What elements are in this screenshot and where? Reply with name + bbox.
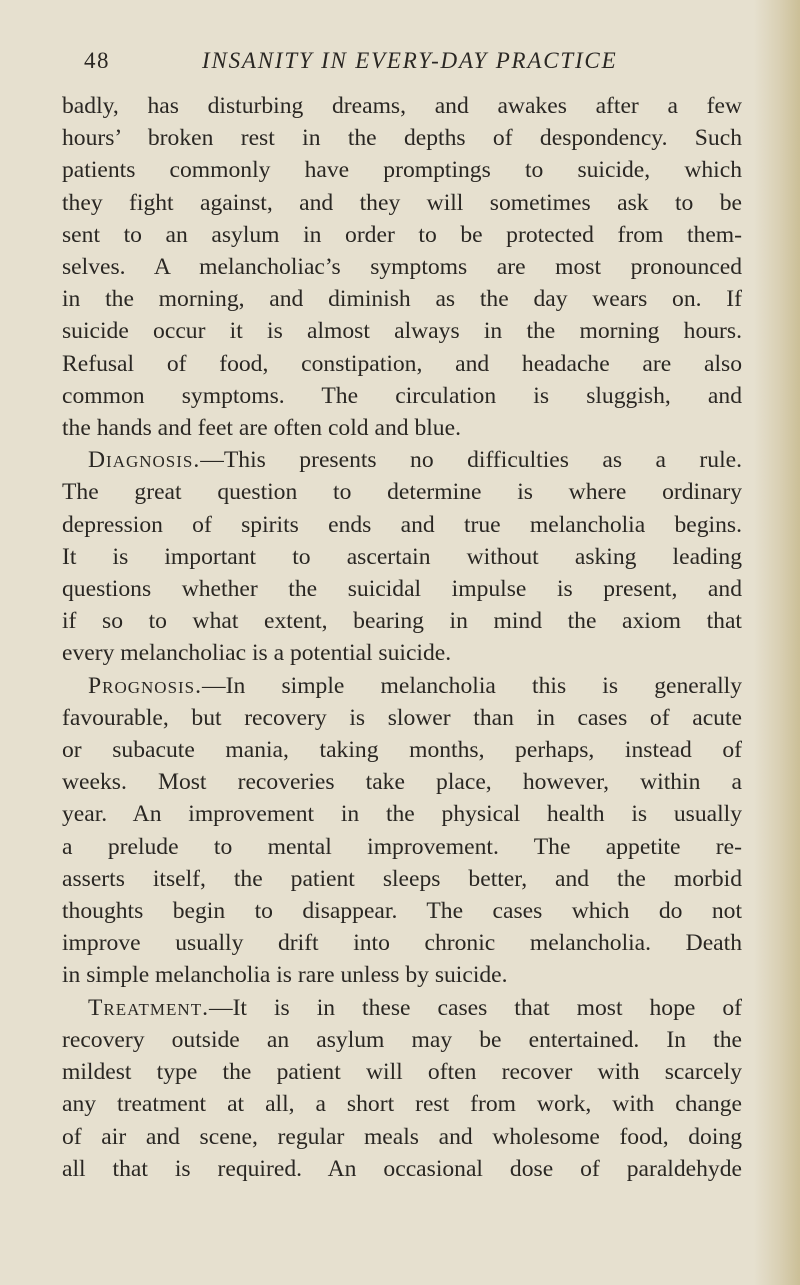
text-line: weeks. Most recoveries take place, however, within a xyxy=(62,769,742,796)
text-run: —It is in these cases that most hope of xyxy=(208,994,742,1021)
body-text xyxy=(62,90,742,1185)
text-line: they fight against, and they will sometimes ask to be xyxy=(62,189,742,216)
text-line xyxy=(62,992,742,1024)
page-edge-shading xyxy=(754,0,800,1285)
text-line: suicide occur it is almost always in the morning hours. xyxy=(62,318,742,345)
text-line: of air and scene, regular meals and wholesome food, doing xyxy=(62,1123,742,1150)
book-page xyxy=(62,40,742,1185)
text-line: any treatment at all, a short rest from work, with change xyxy=(62,1091,742,1118)
text-line: common symptoms. The circulation is sluggish, and xyxy=(62,382,742,409)
text-line: sent to an asylum in order to be protected from them- xyxy=(62,221,742,248)
text-line: or subacute mania, taking months, perhaps, instead of xyxy=(62,737,742,764)
text-line: badly, has disturbing dreams, and awakes after a few xyxy=(62,93,742,119)
text-line: in simple melancholia is rare unless by suicide. xyxy=(62,962,508,989)
text-line: The great question to determine is where ordinary xyxy=(62,479,742,506)
text-line: if so to what extent, bearing in mind the axiom that xyxy=(62,608,742,635)
running-title: INSANITY IN EVERY-DAY PRACTICE xyxy=(202,48,618,73)
text-run: —This presents no difficulties as a rule. xyxy=(200,447,742,474)
text-line: improve usually drift into chronic melancholia. Death xyxy=(62,930,742,957)
section-heading-diagnosis: Diagnosis. xyxy=(88,447,201,474)
text-line xyxy=(62,444,742,476)
text-line: a prelude to mental improvement. The appetite re- xyxy=(62,833,742,860)
paragraph-treatment xyxy=(62,992,742,1185)
text-line: mildest type the patient will often recover with scarcely xyxy=(62,1059,742,1086)
text-line: questions whether the suicidal impulse is present, and xyxy=(62,576,742,603)
section-heading-treatment: Treatment. xyxy=(88,994,209,1021)
text-line: asserts itself, the patient sleeps better, and the morbid xyxy=(62,865,742,892)
page-number: 48 xyxy=(84,48,110,73)
text-line: Refusal of food, constipation, and headache are also xyxy=(62,350,742,377)
text-line xyxy=(62,670,742,702)
section-heading-prognosis: Prognosis. xyxy=(88,672,203,699)
text-line: hours’ broken rest in the depths of despondency. Such xyxy=(62,125,742,152)
text-line: selves. A melancholiac’s symptoms are most pronounced xyxy=(62,254,742,281)
running-head xyxy=(62,40,742,86)
text-line: all that is required. An occasional dose of paraldehyde xyxy=(62,1155,742,1182)
text-line: depression of spirits ends and true melancholia begins. xyxy=(62,511,742,538)
text-line: in the morning, and diminish as the day wears on. If xyxy=(62,286,742,313)
text-run: —In simple melancholia this is generally xyxy=(202,672,742,699)
text-line: the hands and feet are often cold and blue. xyxy=(62,415,461,442)
paragraph-prognosis xyxy=(62,670,742,992)
text-line: favourable, but recovery is slower than in cases of acute xyxy=(62,704,742,731)
text-line: every melancholiac is a potential suicide. xyxy=(62,640,452,667)
text-line: recovery outside an asylum may be entertained. In the xyxy=(62,1026,742,1053)
text-line: patients commonly have promptings to suicide, which xyxy=(62,157,742,184)
text-line: year. An improvement in the physical health is usually xyxy=(62,801,742,828)
text-line: It is important to ascertain without asking leading xyxy=(62,543,742,570)
paragraph-diagnosis xyxy=(62,444,742,669)
text-line: thoughts begin to disappear. The cases which do not xyxy=(62,898,742,925)
paragraph-continuation xyxy=(62,90,742,444)
